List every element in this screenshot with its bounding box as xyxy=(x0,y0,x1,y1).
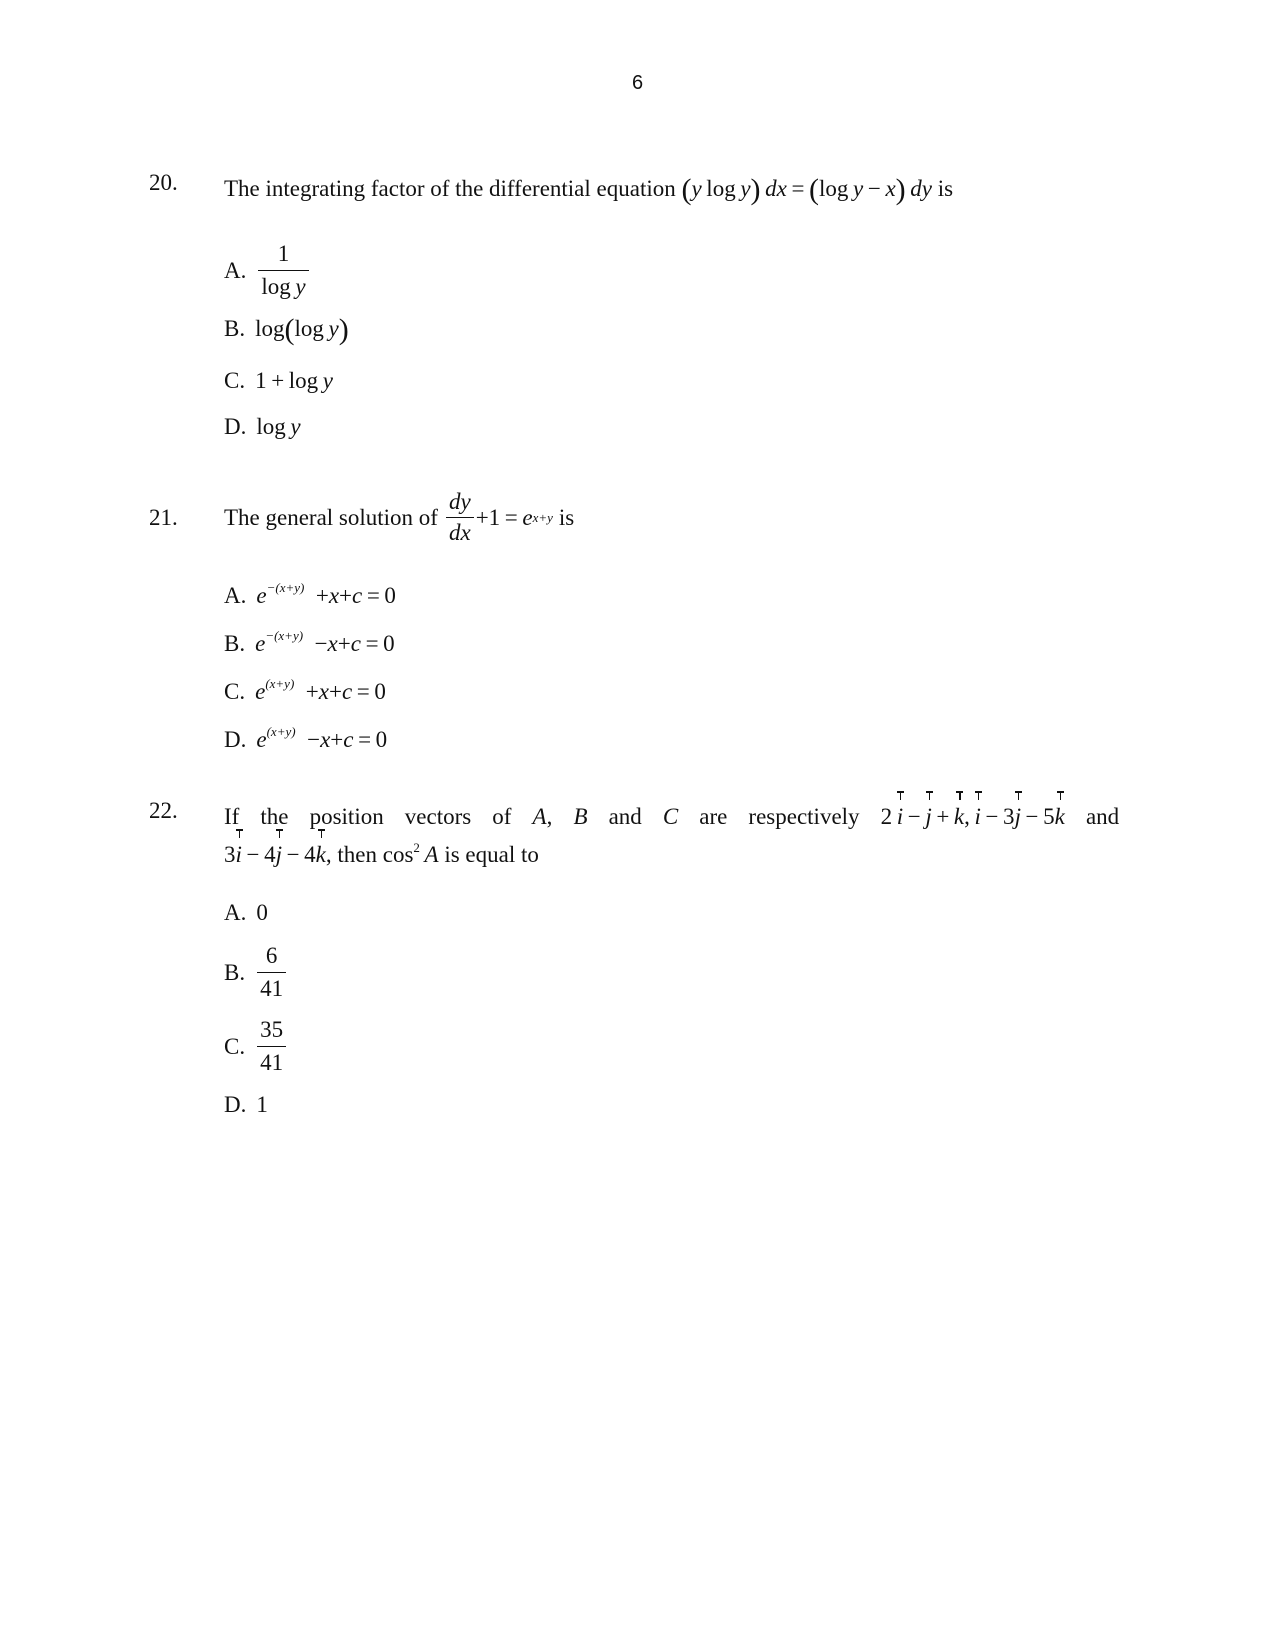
option-b[interactable] xyxy=(224,628,395,657)
option-a[interactable] xyxy=(224,580,396,609)
option-c[interactable] xyxy=(224,676,386,705)
option-math: log y xyxy=(256,414,301,439)
option-c[interactable] xyxy=(224,1016,288,1077)
stem-text: The general solution of xyxy=(224,504,438,530)
page-number: 6 xyxy=(631,72,644,94)
equation: (y log y) dx = (log y − x) dy xyxy=(681,173,932,206)
option-math: $\frac{1}{\text{log y}}$ xyxy=(258,240,308,301)
option-label: B. xyxy=(224,316,246,341)
option-label: A. xyxy=(224,257,247,283)
option-math: log(log y) xyxy=(255,313,349,346)
option-c[interactable] xyxy=(224,368,333,394)
option-label: B. xyxy=(224,959,246,985)
question-number: 20. xyxy=(149,170,178,195)
option-math: 1 xyxy=(256,1092,268,1117)
option-label: D. xyxy=(224,1092,247,1117)
option-label: D. xyxy=(224,414,247,439)
stem-text: is xyxy=(937,176,954,201)
option-label: B. xyxy=(224,631,246,656)
equation: $\frac{dy}{dx}$ +1 = e x+y xyxy=(444,489,553,546)
option-a[interactable] xyxy=(224,240,311,301)
option-label: D. xyxy=(224,727,247,752)
option-b[interactable] xyxy=(224,942,288,1003)
vector-expression: 3i − 4j − 4k xyxy=(224,842,326,867)
option-d[interactable] xyxy=(224,724,388,753)
option-label: C. xyxy=(224,1033,246,1059)
question-stem xyxy=(224,798,1119,874)
option-d[interactable] xyxy=(224,1092,268,1118)
option-label: C. xyxy=(224,368,246,393)
question-stem xyxy=(224,170,1119,208)
stem-line-2: 3i − 4j − 4k, then $\cos^2 A$ is equal to xyxy=(224,836,1119,874)
option-math: $e^{(x+y)}$ +x+c = 0 xyxy=(255,676,386,704)
stem-text: is xyxy=(558,504,575,530)
option-math: 1 + log y xyxy=(255,368,333,393)
option-math: 0 xyxy=(256,900,268,925)
option-label: A. xyxy=(224,583,247,608)
stem-text: The integrating factor of the differential equation xyxy=(224,176,676,201)
question-number: 21. xyxy=(149,505,178,530)
question-number: 22. xyxy=(149,798,178,823)
option-math: $e^{-(x+y)}$ −x+c = 0 xyxy=(255,628,395,656)
option-math: $\frac{35}{41}$ xyxy=(257,1016,286,1077)
option-b[interactable] xyxy=(224,313,349,346)
option-label: C. xyxy=(224,679,246,704)
vector-expression: 2 i − j + k, i − 3j − 5k xyxy=(881,804,1065,829)
option-d[interactable] xyxy=(224,414,301,440)
stem-line-1: If the position vectors of A, B and C are respectively 2 i − j + k, i − 3j − 5k and xyxy=(224,798,1119,836)
option-math: $e^{-(x+y)}$ +x+c = 0 xyxy=(256,580,396,608)
option-label: A. xyxy=(224,900,247,925)
option-math: $\frac{6}{41}$ xyxy=(257,942,286,1003)
option-math: $e^{(x+y)}$ −x+c = 0 xyxy=(256,724,388,752)
question-stem xyxy=(224,489,1119,546)
option-a[interactable] xyxy=(224,900,268,926)
